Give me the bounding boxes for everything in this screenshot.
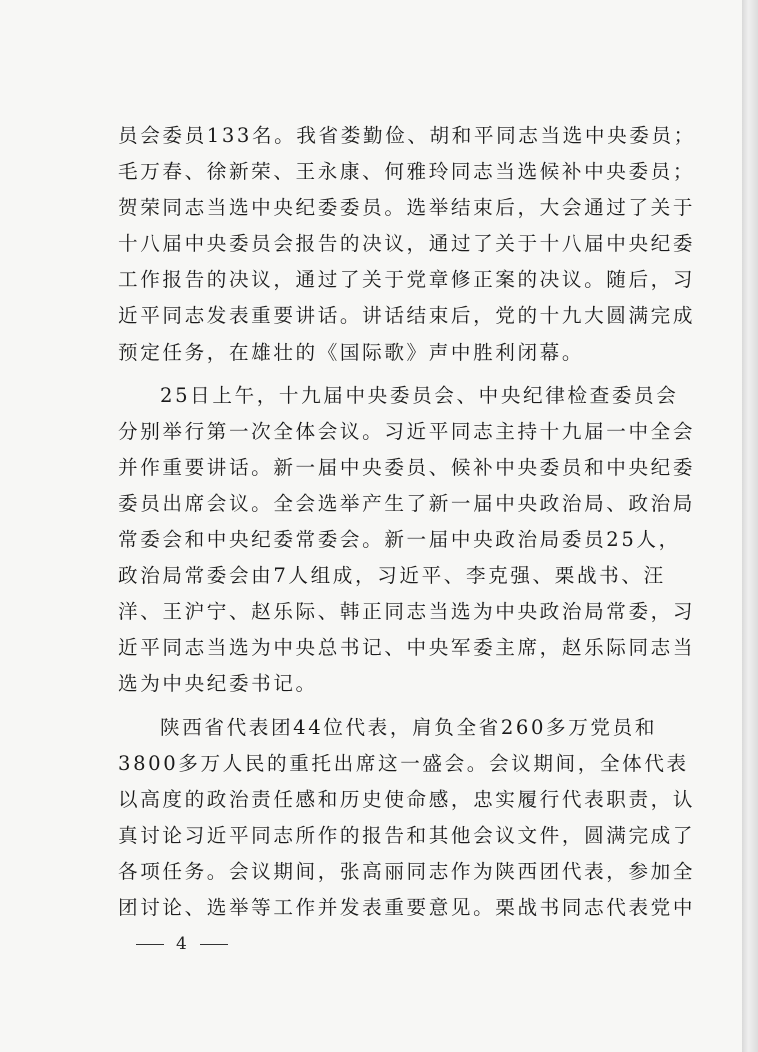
paragraph-gap — [118, 703, 678, 710]
paragraph — [118, 118, 696, 371]
body-text — [118, 118, 696, 926]
text-line: 洋、王沪宁、赵乐际、韩正同志当选为中央政治局常委，习 — [118, 600, 696, 624]
text-line: 政治局常委会由7人组成，习近平、李克强、栗战书、汪 — [118, 564, 666, 588]
text-line: 真讨论习近平同志所作的报告和其他会议文件，圆满完成了 — [118, 823, 696, 847]
page-number-right-dash — [200, 944, 228, 945]
text-line: 分别举行第一次全体会议。习近平同志主持十九届一中全会 — [118, 419, 696, 443]
text-line: 3800多万人民的重托出席这一盛会。会议期间，全体代表 — [118, 751, 689, 775]
text-line: 毛万春、徐新荣、王永康、何雅玲同志当选候补中央委员； — [118, 160, 696, 184]
text-line: 选为中央纪委书记。 — [118, 672, 318, 696]
text-line: 近平同志当选为中央总书记、中央军委主席，赵乐际同志当 — [118, 636, 696, 660]
page-number — [124, 934, 240, 954]
text-line: 委员出席会议。全会选举产生了新一届中央政治局、政治局 — [118, 491, 696, 515]
text-line: 十八届中央委员会报告的决议，通过了关于十八届中央纪委 — [118, 232, 696, 256]
text-line: 常委会和中央纪委常委会。新一届中央政治局委员25人， — [118, 528, 681, 552]
paragraph — [118, 710, 696, 927]
text-line: 团讨论、选举等工作并发表重要意见。栗战书同志代表党中 — [118, 895, 696, 919]
scan-edge — [742, 0, 758, 1052]
text-line: 工作报告的决议，通过了关于党章修正案的决议。随后，习 — [118, 268, 696, 292]
text-line: 以高度的政治责任感和历史使命感，忠实履行代表职责，认 — [118, 787, 696, 811]
text-line: 各项任务。会议期间，张高丽同志作为陕西团代表，参加全 — [118, 859, 696, 883]
text-line: 近平同志发表重要讲话。讲话结束后，党的十九大圆满完成 — [118, 304, 696, 328]
text-line: 员会委员133名。我省娄勤俭、胡和平同志当选中央委员； — [118, 124, 696, 147]
text-line: 贺荣同志当选中央纪委委员。选举结束后，大会通过了关于 — [118, 196, 696, 220]
text-line: 陕西省代表团44位代表，肩负全省260多万党员和 — [160, 715, 658, 739]
paragraph-gap — [118, 371, 678, 378]
text-line: 并作重要讲话。新一届中央委员、候补中央委员和中央纪委 — [118, 455, 696, 479]
page-number-value: 4 — [176, 934, 188, 954]
text-line: 预定任务，在雄壮的《国际歌》声中胜利闭幕。 — [118, 340, 585, 364]
page-number-left-dash — [136, 944, 164, 945]
paragraph — [118, 378, 696, 703]
text-line: 25日上午，十九届中央委员会、中央纪律检查委员会 — [160, 383, 679, 407]
